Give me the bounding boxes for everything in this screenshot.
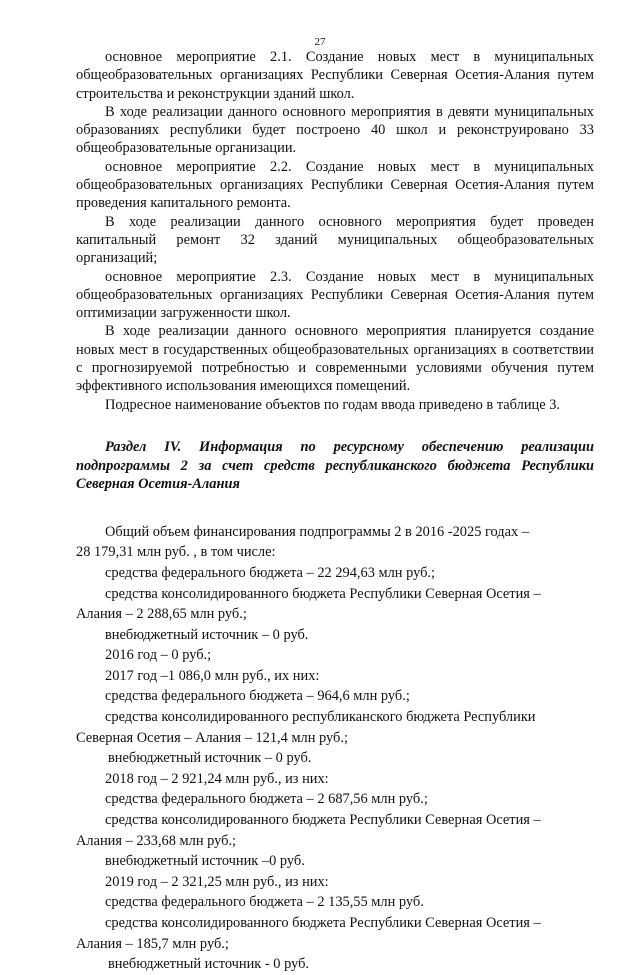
financing-line: 2016 год – 0 руб.; xyxy=(105,647,212,664)
financing-line: 2017 год –1 086,0 млн руб., их них: xyxy=(105,667,320,684)
financing-line: внебюджетный источник - 0 руб. xyxy=(108,956,309,973)
financing-line: 2019 год – 2 321,25 млн руб., из них: xyxy=(105,873,329,890)
financing-line: Общий объем финансирования подпрограммы 2 в 2016 -2025 годах – xyxy=(105,523,530,540)
financing-line: средства консолидированного бюджета Республики Северная Осетия – xyxy=(105,812,541,829)
page-number: 27 xyxy=(314,36,326,48)
financing-line: средства консолидированного республиканского бюджета Республики xyxy=(105,709,536,726)
paragraph: В ходе реализации данного основного мероприятия будет проведен капитальный ремонт 32 зданий муниципальных общеобразовательных организаций; xyxy=(76,213,594,267)
financing-line: средства федерального бюджета – 964,6 млн руб.; xyxy=(105,688,410,705)
financing-line: Алания – 2 288,65 млн руб.; xyxy=(76,606,247,623)
financing-line: средства федерального бюджета – 22 294,63 млн руб.; xyxy=(105,564,436,581)
paragraph: основное мероприятие 2.3. Создание новых мест в муниципальных общеобразовательных организациях Республики Северная Осетия-Алания путем оптимизации загруженности школ. xyxy=(76,268,594,322)
paragraph: В ходе реализации данного основного мероприятия планируется создание новых мест в государственных общеобразовательных организациях в соответствии с прогнозируемой потребностью и современными условиями обучения путем эффективного использования имеющихся помещений. xyxy=(76,323,594,395)
paragraph: Подресное наименование объектов по годам ввода приведено в таблице 3. xyxy=(105,396,561,413)
paragraph: основное мероприятие 2.1. Создание новых мест в муниципальных общеобразовательных организациях Республики Северная Осетия-Алания путем строительства и реконструкции зданий школ. xyxy=(76,49,594,102)
financing-line: 28 179,31 млн руб. , в том числе: xyxy=(76,544,276,561)
financing-line: средства федерального бюджета – 2 687,56 млн руб.; xyxy=(105,791,428,808)
financing-line: 2018 год – 2 921,24 млн руб., из них: xyxy=(105,770,329,787)
financing-line: внебюджетный источник – 0 руб. xyxy=(108,750,312,767)
financing-line: Алания – 185,7 млн руб.; xyxy=(76,935,229,952)
financing-line: Алания – 233,68 млн руб.; xyxy=(76,832,237,849)
financing-line: Северная Осетия – Алания – 121,4 млн руб.; xyxy=(76,729,348,746)
paragraph-list xyxy=(76,48,594,414)
section-heading: Раздел IV. Информация по ресурсному обеспечению реализации подпрограммы 2 за счет средств республиканского бюджета Республики Северная Осетия-Алания xyxy=(76,438,594,493)
document-body xyxy=(76,48,594,975)
financing-line: средства консолидированного бюджета Республики Северная Осетия – xyxy=(105,915,541,931)
financing-line: средства консолидированного бюджета Республики Северная Осетия – xyxy=(105,585,541,602)
paragraph: В ходе реализации данного основного мероприятия в девяти муниципальных образованиях республики будет построено 40 школ и реконструировано 33 общеобразовательные организации. xyxy=(76,103,594,157)
paragraph: основное мероприятие 2.2. Создание новых мест в муниципальных общеобразовательных организациях Республики Северная Осетия-Алания путем проведения капитального ремонта. xyxy=(76,158,594,212)
financing-line: внебюджетный источник –0 руб. xyxy=(105,853,305,870)
financing-line: внебюджетный источник – 0 руб. xyxy=(105,626,309,643)
financing-list xyxy=(76,522,594,975)
financing-line: средства федерального бюджета – 2 135,55 млн руб. xyxy=(105,894,424,911)
